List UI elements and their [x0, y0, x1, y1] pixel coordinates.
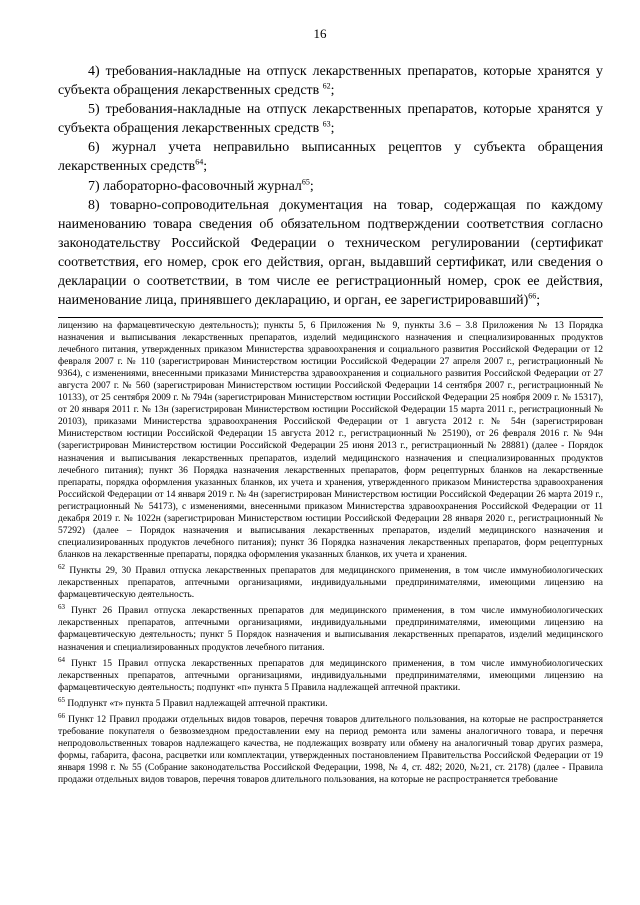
- list-item: 8) товарно-сопроводительная документация на товар, содержащая по каждому наименованию товара сведения об обязательном подтверждении соответствия согласно законодательству Российской Федерации о техническом регулировании (сертификат соответствия, его номер, срок его действия, орган, выдавший сертификат, или сведения о декларации о соответствии, в том числе ее регистрационный номер, срок ее действия, наименование лица, принявшего декларацию, и орган, ее зарегистрировавший)$^{66}$;: [58, 197, 603, 309]
- footnote-63: [58, 601, 603, 653]
- footnote-number: 63: [58, 603, 65, 612]
- footnote-text: Пункты 29, 30 Правил отпуска лекарственных препаратов для медицинского применения, в том числе иммунобиологических лекарственных препаратов, аптечными организациями, индивидуальными предпринимателями, имеющими лицензию на фармацевтическую деятельность.: [58, 566, 604, 601]
- list-item: 6) журнал учета неправильно выписанных рецептов у субъекта обращения лекарственных средств$^{64}$;: [58, 140, 603, 175]
- footnote-65: [58, 694, 603, 710]
- footnote-64: [58, 654, 603, 694]
- footnote-number: 62: [58, 562, 65, 571]
- footnote-number: 64: [58, 655, 65, 664]
- list-item: 7) лабораторно-фасовочный журнал$^{65}$;: [88, 176, 314, 194]
- footnote-text: Подпункт «т» пункта 5 Правил надлежащей аптечной практики.: [67, 699, 328, 710]
- footnote-text: Пункт 15 Правил отпуска лекарственных препаратов для медицинского применения, в том числе иммунобиологических лекарственных препаратов, аптечными организациями, индивидуальными предпринимателями, имеющими лицензию на фармацевтическую деятельность; подпункт «п» пункта 5 Правила надлежащей аптечной практики.: [58, 658, 604, 693]
- footnote-ref[interactable]: 64: [195, 157, 204, 167]
- list-item-text: 4) требования-накладные на отпуск лекарственных препаратов, которые хранятся у субъекта обращения лекарственных средств: [58, 64, 603, 99]
- footnote-ref[interactable]: 65: [301, 176, 310, 186]
- list-item: 5) требования-накладные на отпуск лекарственных препаратов, которые хранятся у субъекта обращения лекарственных средств $^{63}$;: [58, 102, 603, 137]
- list-item: 4) требования-накладные на отпуск лекарственных препаратов, которые хранятся у субъекта обращения лекарственных средств $^{62}$;: [58, 64, 603, 99]
- main-text: [58, 62, 603, 310]
- footnotes: [58, 320, 603, 787]
- footnote-ref[interactable]: 66: [528, 291, 537, 301]
- footnote-62: [58, 561, 603, 601]
- footnote-number: 66: [58, 712, 65, 721]
- list-item-text: 8) товарно-сопроводительная документация на товар, содержащая по каждому наименованию товара сведения об обязательном подтверждении соответствия согласно законодательству Российской Федерации о техническом регулировании (сертификат соответствия, его номер, срок его действия, орган, выдавший сертификат, или сведения о декларации о соответствии, в том числе ее регистрационный номер, срок ее действия, наименование лица, принявшего декларацию, и орган, ее зарегистрировавший): [58, 197, 603, 309]
- footnote-text: Пункт 12 Правил продажи отдельных видов товаров, перечня товаров длительного пользования, на которые не распространяется требование покупателя о безвозмездном предоставлении ему на период ремонта или замены аналогичного товара, и перечня непродовольственных товаров надлежащего качества, не подлежащих возврату или обмену на аналогичный товар других размера, формы, габарита, фасона, расцветки или комплектации, утвержденных постановлением Правительства Российской Федерации от 19 января 1998 г. № 55 (Собрание законодательства Российской Федерации, 1998, № 4, ст. 482; 2020, №21, ст. 2178) (далее - Правила продажи отдельных видов товаров, перечня товаров длительного пользования, на которые не распространяется требование: [58, 715, 604, 786]
- list-item-text: 5) требования-накладные на отпуск лекарственных препаратов, которые хранятся у субъекта обращения лекарственных средств: [58, 102, 603, 137]
- footnote-continued: лицензию на фармацевтическую деятельность); пункты 5, 6 Приложения № 9, пункты 3.6 – 3.8 Приложения № 13 Порядка назначения и выписывания лекарственных препаратов, изделий медицинского назначения и специализированных продуктов лечебного питания, утвержденных приказом Министерства здравоохранения и социального развития Российской Федерации от 12 февраля 2007 г. № 110 (зарегистрирован Министерством юстиции Российской Федерации 27 апреля 2007 г., регистрационный № 9364), с изменениями, внесенными приказами Министерства здравоохранения и социального развития Российской Федерации от 27 августа 2007 г. № 560 (зарегистрирован Министерством юстиции Российской Федерации 14 сентября 2007 г., регистрационный № 10133), от 25 сентября 2009 г. № 794н (зарегистрирован Министерством юстиции Российской Федерации 25 ноября 2009 г. № 15317), от 20 января 2011 г. № 13н (зарегистрирован Министерством юстиции Российской Федерации 15 марта 2011 г., регистрационный № 20103), приказами Министерства здравоохранения Российской Федерации от 1 августа 2012 г. № 54н (зарегистрирован Министерством юстиции Российской Федерации 15 августа 2012 г., регистрационный № 25190), от 26 февраля 2016 г. № 94н (зарегистрирован Министерством юстиции Российской Федерации 25 июня 2013 г., регистрационный № 28881) (далее - Порядок назначения и выписывания лекарственных препаратов, изделий медицинского назначения и специализированных продуктов лечебного питания); пункт 36 Порядка назначения лекарственных препаратов, форм рецептурных бланков на лекарственные препараты, порядка оформления указанных бланков, их учета и хранения, утвержденного приказом Министерства здравоохранения Российской Федерации от 14 января 2019 г. № 4н (зарегистрирован Министерством юстиции Российской Федерации 26 марта 2019 г., регистрационный № 54173), с изменениями, внесенными приказом Министерства здравоохранения Российской Федерации от 11 декабря 2019 г. № 1022н (зарегистрирован Министерством юстиции Российской Федерации 28 января 2020 г., регистрационный № 57292) (далее – Порядок назначения и выписывания лекарственных препаратов, изделий медицинского назначения и специализированных продуктов лечебного питания); пункт 36 Порядка назначения лекарственных препаратов, форм рецептурных бланков на лекарственные препараты, порядка оформления указанных бланков, их учета и хранения.: [58, 321, 603, 560]
- footnote-separator: [58, 317, 603, 318]
- footnote-text: Пункт 26 Правил отпуска лекарственных препаратов для медицинского применения, в том числе иммунобиологических лекарственных препаратов, аптечными организациями, индивидуальными предпринимателями, имеющими лицензию на фармацевтическую деятельность; пункт 5 Порядок назначения и выписывания лекарственных препаратов, изделий медицинского назначения и специализированных продуктов лечебного питания.: [58, 606, 604, 653]
- list-item-text: 7) лабораторно-фасовочный журнал: [88, 178, 302, 194]
- page-number: 16: [313, 26, 327, 41]
- footnote-number: 65: [58, 695, 65, 704]
- footnote-ref[interactable]: 62: [322, 81, 331, 91]
- list-item-text: 6) журнал учета неправильно выписанных рецептов у субъекта обращения лекарственных средств: [58, 140, 603, 175]
- footnote-66: [58, 710, 603, 786]
- footnote-ref[interactable]: 63: [322, 119, 331, 129]
